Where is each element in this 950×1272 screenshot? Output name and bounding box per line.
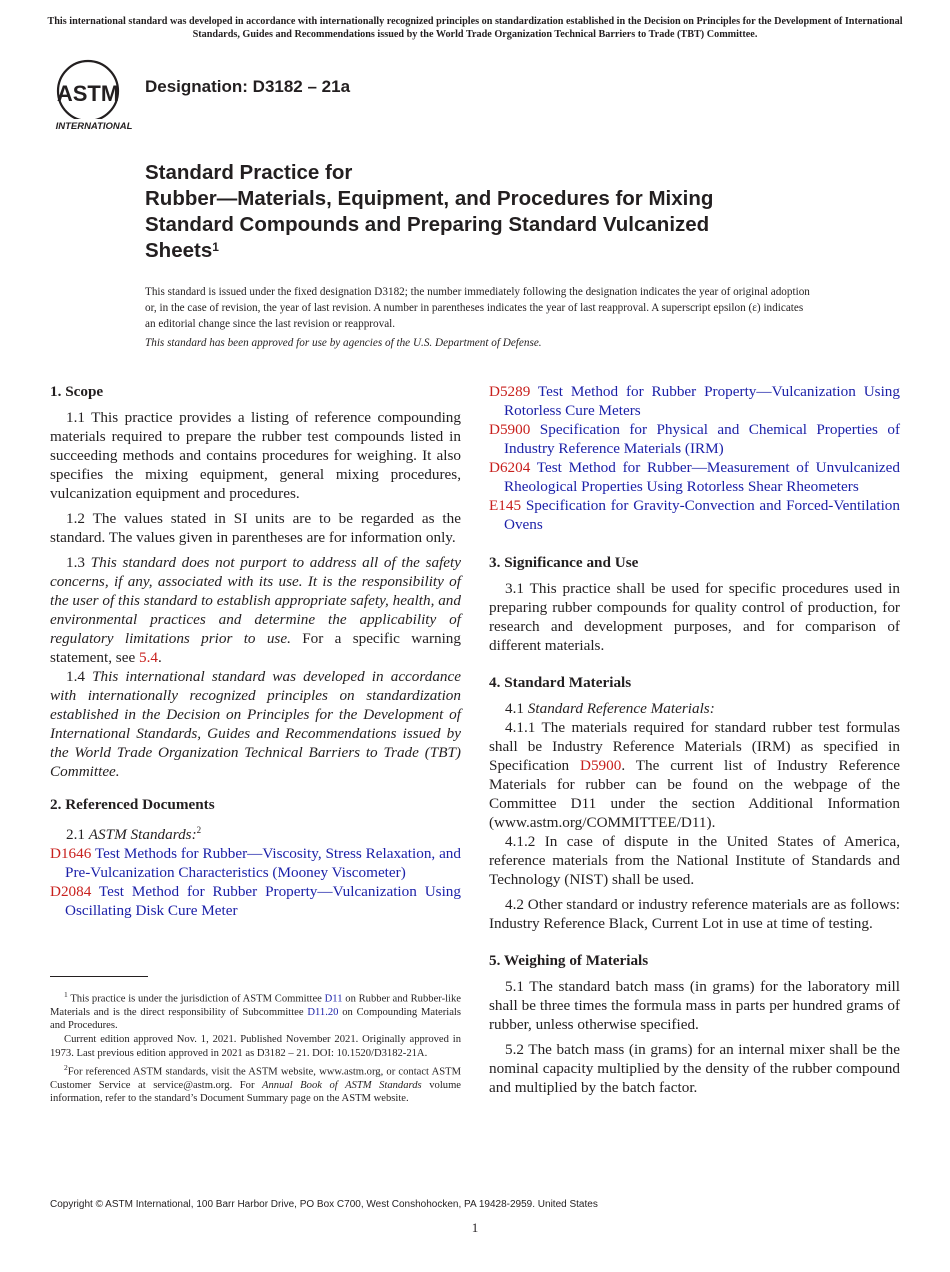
paragraph-4-1-1 xyxy=(489,718,900,832)
d5900-link[interactable]: D5900 xyxy=(580,757,622,774)
right-column xyxy=(489,382,900,1103)
reference-title[interactable]: Test Method for Rubber Property—Vulcanization Using Oscillating Disk Cure Meter xyxy=(65,883,461,920)
footnote-2-mark: 2 xyxy=(196,825,202,835)
reference-d1646[interactable] xyxy=(50,844,461,882)
paragraph-5-1: 5.1 The standard batch mass (in grams) for the laboratory mill shall be three times the formula mass in parts per hundred grams of rubber, unless otherwise specified. xyxy=(489,978,900,1033)
title-line-4: Sheets xyxy=(145,239,213,262)
paragraph-4-1 xyxy=(489,699,900,718)
footnote-1-mark: 1 xyxy=(64,990,68,999)
astm-logo xyxy=(52,57,136,133)
logo-letters: ASTM xyxy=(56,81,120,106)
footnote-1-text: This practice is under the jurisdiction of ASTM Committee xyxy=(70,993,322,1005)
section-4-heading: 4. Standard Materials xyxy=(489,674,632,691)
reference-title[interactable]: Test Method for Rubber—Measurement of Unvulcanized Rheological Properties Using Rotorless Shear Rheometers xyxy=(504,459,900,495)
reference-d2084[interactable] xyxy=(50,882,461,920)
reference-code[interactable]: E145 xyxy=(489,497,522,514)
reference-code[interactable]: D6204 xyxy=(489,459,531,476)
paragraph-4-1-2: 4.1.2 In case of dispute in the United States of America, reference materials from the National Institute of Standards and Technology (NIST) shall be used. xyxy=(489,833,900,888)
section-3-heading: 3. Significance and Use xyxy=(489,554,639,571)
paragraph-4-1-1-text: 4.1.1 The materials required for standard rubber test formulas shall be Industry Reference Materials (IRM) as specified in Specification xyxy=(489,719,900,774)
wto-statement: This international standard was developed in accordance with internationally recognized principles on standardization established in the Decision on Principles for the Development of International Standards, Guides and Recommendations issued by the World Trade Organization Technical Barriers to Trade (TBT) Committee. xyxy=(50,668,462,780)
reference-d5289[interactable] xyxy=(489,382,900,420)
paragraph-1-3 xyxy=(50,553,461,667)
paragraph-1-4 xyxy=(50,667,461,781)
header-note: This international standard was developed in accordance with internationally recognized principles on standardization established in the Decision on Principles for the Development of International Standards, Guides and Recommendations issued by the World Trade Organization Technical Barriers to Trade (TBT) Committee. xyxy=(47,16,903,40)
left-column xyxy=(50,382,461,920)
reference-title[interactable]: Specification for Physical and Chemical Properties of Industry Reference Materials (IRM) xyxy=(504,421,901,457)
paragraph-2-1 xyxy=(50,821,461,844)
document-title xyxy=(145,160,845,264)
reference-d5900[interactable] xyxy=(489,420,900,458)
reference-materials-label: Standard Reference Materials: xyxy=(527,700,715,717)
section-2-heading: 2. Referenced Documents xyxy=(50,796,215,813)
warning-text: For a specific warning statement, see xyxy=(50,630,461,666)
subcommittee-d11-20-link[interactable]: D11.20 xyxy=(307,1006,339,1018)
reference-code[interactable]: D5289 xyxy=(489,383,531,400)
designation: Designation: D3182 – 21a xyxy=(145,77,351,96)
footnote-1-edition: Current edition approved Nov. 1, 2021. Published November 2021. Originally approved in 1973. Last previous edition approved in 2021 as D3182 – 21. DOI: 10.1520/D3182-21A. xyxy=(50,1034,461,1059)
reference-code[interactable]: D2084 xyxy=(50,883,92,901)
paragraph-4-1-number: 4.1 xyxy=(505,700,524,717)
paragraph-1-3-number: 1.3 xyxy=(66,554,85,571)
section-5-heading: 5. Weighing of Materials xyxy=(489,952,649,969)
reference-title[interactable]: Test Method for Rubber Property—Vulcanization Using Rotorless Cure Meters xyxy=(504,383,900,419)
title-footnote-mark: 1 xyxy=(212,240,219,254)
footnote-2-mark: 2 xyxy=(64,1063,68,1073)
annual-book-title: Annual Book of ASTM Standards xyxy=(262,1079,422,1091)
title-line-3: Standard Compounds and Preparing Standard Vulcanized xyxy=(145,213,710,236)
footnotes xyxy=(50,988,461,1106)
reference-code[interactable]: D5900 xyxy=(489,421,531,438)
dod-statement: This standard has been approved for use by agencies of the U.S. Department of Defense. xyxy=(145,337,542,349)
reference-e145[interactable] xyxy=(489,496,900,534)
title-line-1: Standard Practice for xyxy=(145,161,353,184)
reference-title[interactable]: Test Methods for Rubber—Viscosity, Stress Relaxation, and Pre-Vulcanization Characteristics (Mooney Viscometer) xyxy=(65,845,461,882)
paragraph-1-4-number: 1.4 xyxy=(66,668,85,685)
page-number: 1 xyxy=(471,1220,479,1235)
paragraph-3-1: 3.1 This practice shall be used for specific procedures used in preparing rubber compounds for quality control of production, for research and development purposes, and for comparison of different materials. xyxy=(489,580,900,654)
safety-statement: This standard does not purport to address all of the safety concerns, if any, associated with its use. It is the responsibility of the user of this standard to establish appropriate safety, health, and environmental practices and determine the applicability of regulatory limitations prior to use. xyxy=(50,554,462,647)
footnote-2-text: For referenced ASTM standards, visit the ASTM website, www.astm.org, or contact ASTM Customer Service at service@astm.org. For xyxy=(50,1066,461,1091)
section-1-heading: 1. Scope xyxy=(50,383,104,400)
logo-word: INTERNATIONAL xyxy=(55,121,133,132)
paragraph-2-1-number: 2.1 xyxy=(66,826,85,844)
paragraph-5-2: 5.2 The batch mass (in grams) for an internal mixer shall be the nominal capacity multiplied by the density of the rubber compound and multiplied by the batch factor. xyxy=(489,1041,900,1096)
footnote-1-text-2: on Rubber and Rubber-like Materials and is the direct responsibility of Subcommittee xyxy=(50,993,461,1018)
reference-title[interactable]: Specification for Gravity-Convection and Forced-Ventilation Ovens xyxy=(504,497,900,533)
footnote-2-text-2: volume information, refer to the standard’s Document Summary page on the ASTM website. xyxy=(50,1079,462,1105)
footnote-divider xyxy=(50,976,148,977)
footnote-1 xyxy=(50,988,461,1032)
committee-d11-link[interactable]: D11 xyxy=(324,993,343,1005)
title-line-2: Rubber—Materials, Equipment, and Procedures for Mixing xyxy=(145,187,714,210)
issue-statement: This standard is issued under the fixed designation D3182; the number immediately following the designation indicates the year of original adoption or, in the case of revision, the year of last revision. A number in parentheses indicates the year of last reapproval. A superscript epsilon (ε) indicates an editorial change since the last revision or reapproval. xyxy=(145,286,810,330)
section-5-4-link[interactable]: 5.4 xyxy=(138,649,158,666)
copyright: Copyright © ASTM International, 100 Barr Harbor Drive, PO Box C700, West Conshohocken, PA 19428-2959. United States xyxy=(50,1199,598,1210)
period: . xyxy=(157,649,162,666)
astm-standards-label: ASTM Standards: xyxy=(88,826,197,844)
reference-code[interactable]: D1646 xyxy=(50,845,92,863)
paragraph-1-2: 1.2 The values stated in SI units are to be regarded as the standard. The values given in parentheses are for information only. xyxy=(50,510,461,546)
paragraph-1-1: 1.1 This practice provides a listing of reference compounding materials required to prepare the rubber test compounds listed in succeeding methods and contains procedures for weighing. It also specifies the mixing equipment, general mixing procedures, vulcanization equipment and procedures. xyxy=(50,409,461,502)
footnote-1-text-3: on Compounding Materials and Procedures. xyxy=(50,1006,461,1032)
footnote-2 xyxy=(50,1061,461,1105)
paragraph-4-2: 4.2 Other standard or industry reference materials are as follows: Industry Reference Black, Current Lot in use at time of testing. xyxy=(489,896,900,932)
reference-d6204[interactable] xyxy=(489,458,900,496)
paragraph-4-1-1-rest: . The current list of Industry Reference Materials for rubber can be found on the webpage of the Committee D11 under the section Additional Information (www.astm.org/COMMITTEE/D11). xyxy=(489,757,900,831)
